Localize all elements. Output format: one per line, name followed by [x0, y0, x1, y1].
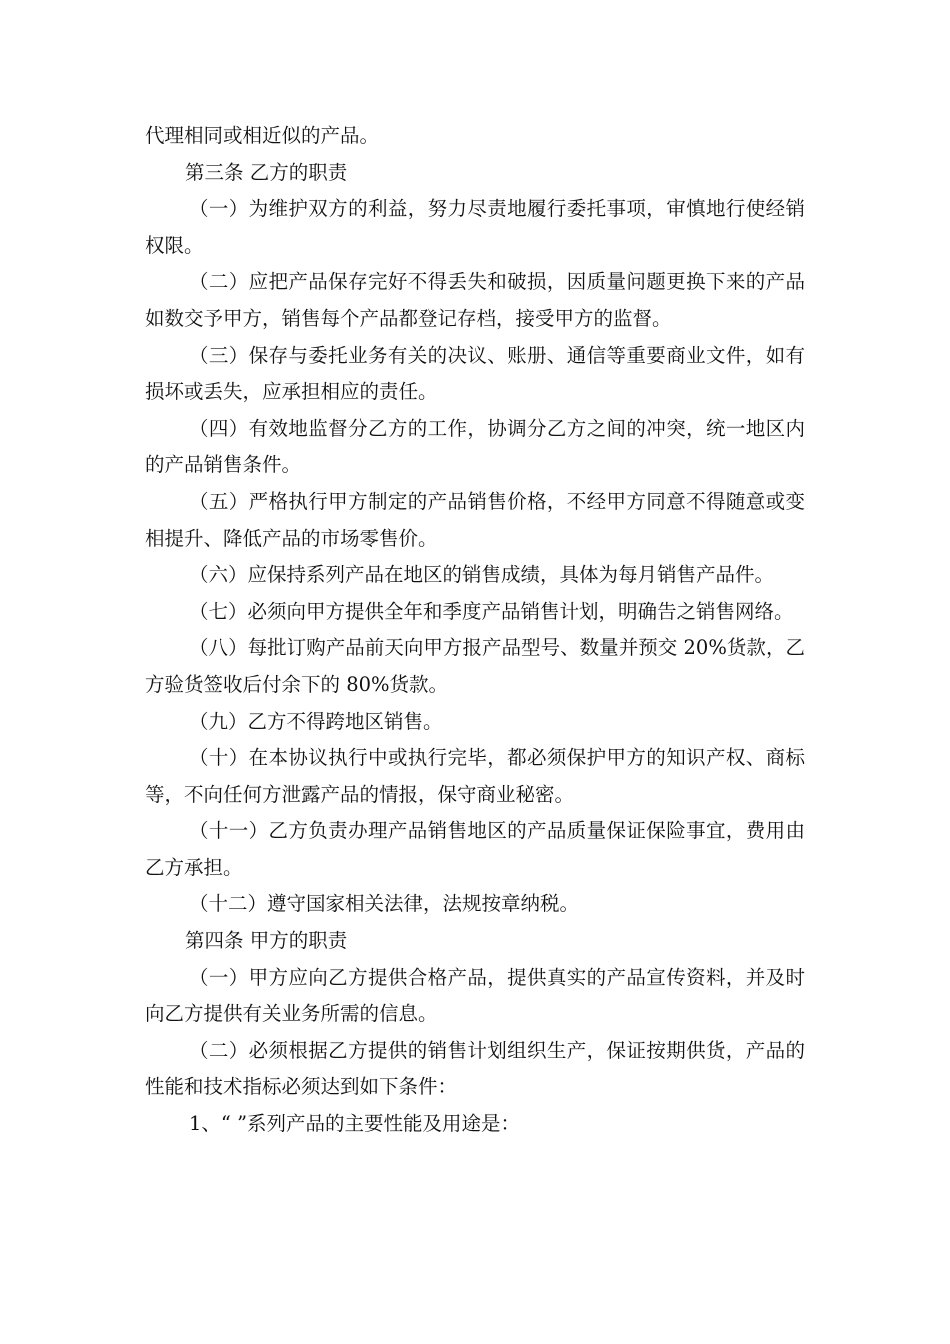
clause-3-3: （三）保存与委托业务有关的决议、账册、通信等重要商业文件，如有损坏或丢失，应承担相应的责任。 [145, 343, 805, 404]
clause-3-2: （二）应把产品保存完好不得丢失和破损，因质量问题更换下来的产品如数交予甲方，销售每个产品都登记存档，接受甲方的监督。 [145, 270, 805, 330]
document-page [145, 118, 805, 1143]
clause-3-8: （八）每批订购产品前天向甲方报产品型号、数量并预交 20%货款，乙方验货签收后付余下的 80%货款。 [145, 636, 805, 696]
clause-4-1: （一）甲方应向乙方提供合格产品，提供真实的产品宣传资料，并及时向乙方提供有关业务所需的信息。 [145, 965, 805, 1026]
clause-3-10: （十）在本协议执行中或执行完毕，都必须保护甲方的知识产权、商标等，不向任何方泄露产品的情报，保守商业秘密。 [145, 746, 805, 806]
clause-3-7: （七）必须向甲方提供全年和季度产品销售计划，明确告之销售网络。 [189, 599, 794, 623]
clause-3-5: （五）严格执行甲方制定的产品销售价格，不经甲方同意不得随意或变相提升、降低产品的市场零售价。 [145, 489, 805, 550]
clause-3-11: （十一）乙方负责办理产品销售地区的产品质量保证保险事宜，费用由乙方承担。 [145, 819, 805, 879]
clause-3-6: （六）应保持系列产品在地区的销售成绩，具体为每月销售产品件。 [189, 563, 775, 587]
clause-3-12: （十二）遵守国家相关法律，法规按章纳税。 [189, 892, 580, 916]
clause-4-2: （二）必须根据乙方提供的销售计划组织生产，保证按期供货，产品的性能和技术指标必须达到如下条件： [145, 1038, 805, 1099]
article-heading-4: 第四条 甲方的职责 [185, 929, 348, 953]
paragraph-continuation: 代理相同或相近似的产品。 [145, 124, 380, 147]
clause-3-1: （一）为维护双方的利益，努力尽责地履行委托事项，审慎地行使经销权限。 [145, 197, 805, 257]
clause-3-4: （四）有效地监督分乙方的工作，协调分乙方之间的冲突，统一地区内的产品销售条件。 [145, 416, 805, 477]
article-heading-3: 第三条 乙方的职责 [185, 160, 348, 184]
clause-3-9: （九）乙方不得跨地区销售。 [189, 709, 443, 733]
clause-4-2-item-1: 1、“ ”系列产品的主要性能及用途是： [189, 1112, 521, 1136]
